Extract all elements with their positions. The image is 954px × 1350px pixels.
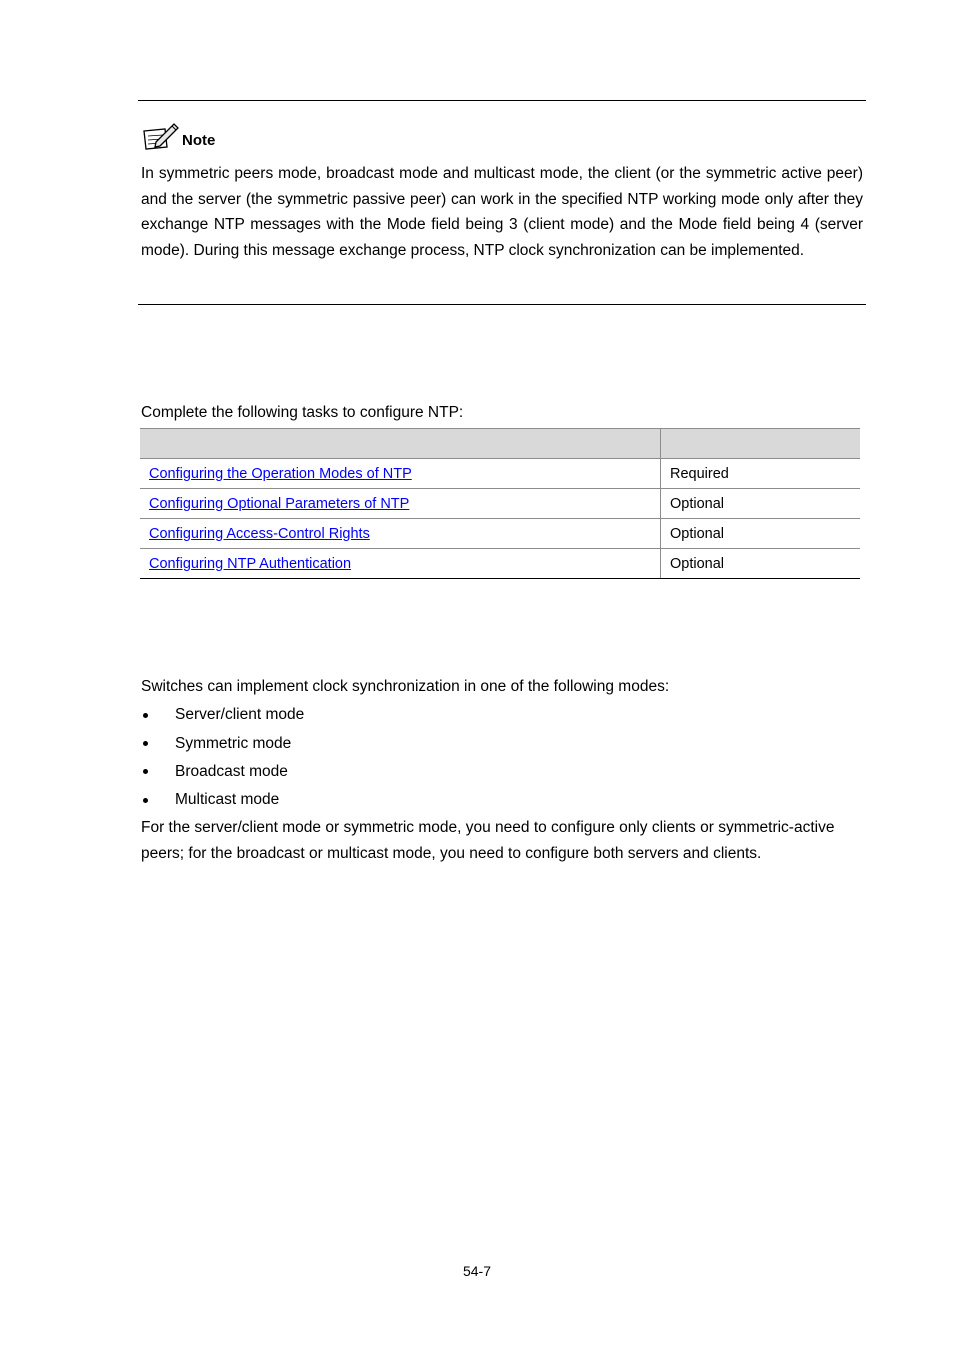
bullet-icon — [143, 769, 148, 774]
table-row — [140, 489, 860, 519]
task-cell — [140, 519, 661, 549]
table-header-task — [140, 429, 661, 459]
note-pencil-icon — [141, 121, 181, 151]
bullet-icon — [143, 713, 148, 718]
mode-label: Symmetric mode — [175, 734, 292, 752]
table-row — [140, 519, 860, 549]
task-link-operation-modes[interactable]: Configuring the Operation Modes of NTP — [149, 465, 412, 482]
bullet-icon — [143, 798, 148, 803]
modes-note: For the server/client mode or symmetric mode, you need to configure only clients or symmetric-active peers; for the broadcast or multicast mode, you need to configure both servers and clients. — [141, 819, 835, 862]
modes-intro: Switches can implement clock synchronization in one of the following modes: — [141, 678, 670, 695]
list-item — [141, 786, 304, 814]
table-row — [140, 459, 860, 489]
tasks-table — [140, 428, 860, 579]
remark-cell: Required — [661, 459, 861, 489]
modes-list — [141, 701, 304, 815]
table-header-row — [140, 429, 860, 459]
bullet-icon — [143, 741, 148, 746]
note-label: Note — [182, 132, 216, 149]
note-top-rule — [138, 100, 866, 101]
list-item — [141, 729, 304, 757]
table-row — [140, 549, 860, 579]
mode-label: Server/client mode — [175, 706, 305, 724]
task-link-authentication[interactable]: Configuring NTP Authentication — [149, 555, 352, 572]
task-cell — [140, 489, 661, 519]
task-link-optional-parameters[interactable]: Configuring Optional Parameters of NTP — [149, 495, 410, 512]
remark-cell: Optional — [661, 519, 861, 549]
tasks-intro: Complete the following tasks to configure NTP: — [141, 404, 464, 421]
note-bottom-rule — [138, 304, 866, 305]
note-header — [141, 119, 215, 151]
note-text: In symmetric peers mode, broadcast mode and multicast mode, the client (or the symmetric active peer) and the server (the symmetric passive peer) can work in the specified NTP working mode only after they exchange NTP messages with the Mode field being 3 (client mode) and the Mode field being 4 (server mode). During this message exchange process, NTP clock synchronization can be implemented. — [141, 165, 863, 259]
remark-cell: Optional — [661, 489, 861, 519]
list-item — [141, 758, 304, 786]
task-link-access-control[interactable]: Configuring Access-Control Rights — [149, 525, 370, 542]
list-item — [141, 701, 304, 729]
task-cell — [140, 459, 661, 489]
remark-cell: Optional — [661, 549, 861, 579]
page-number: 54-7 — [462, 1263, 492, 1279]
table-header-remark — [661, 429, 861, 459]
mode-label: Multicast mode — [175, 791, 280, 809]
mode-label: Broadcast mode — [175, 762, 288, 780]
task-cell — [140, 549, 661, 579]
